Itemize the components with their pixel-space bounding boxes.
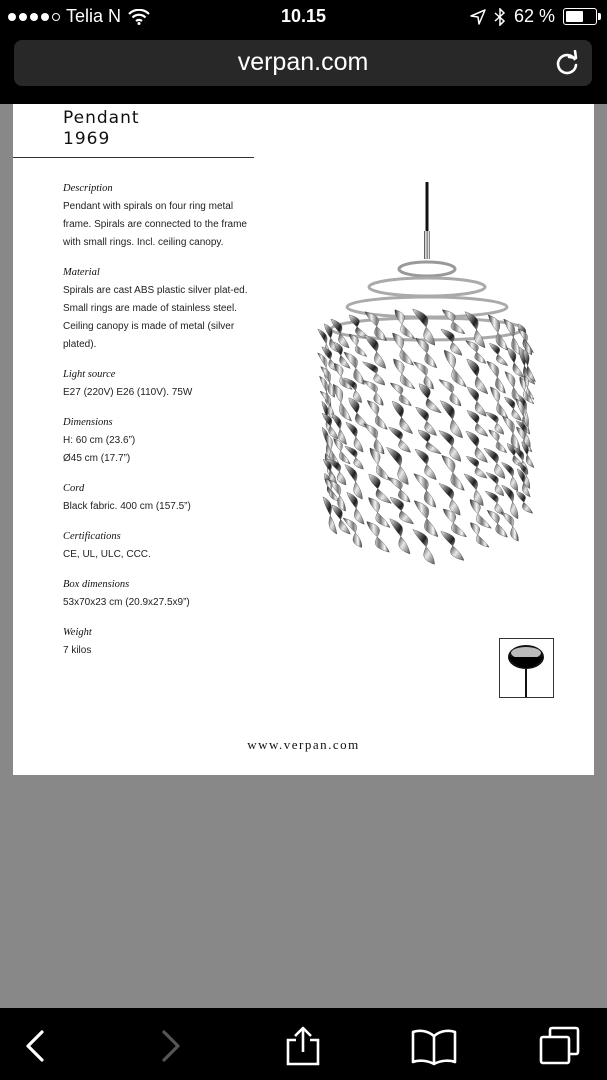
pendant-lamp-image — [307, 179, 547, 579]
ceiling-canopy-thumbnail[interactable] — [499, 638, 554, 698]
url-text[interactable]: verpan.com — [237, 48, 369, 76]
spec-label: Certifications — [63, 531, 121, 542]
spec-box-dimensions — [63, 578, 253, 612]
battery-icon — [563, 8, 597, 25]
spec-label: Light source — [63, 369, 116, 380]
status-right — [470, 6, 597, 27]
carrier-name: Telia N — [66, 6, 122, 26]
spec-value: Spirals are cast ABS plastic silver plat-ed. Small rings are made of stainless steel. Ceiling canopy is made of metal (silver plated). — [63, 285, 248, 350]
spec-light-source — [63, 368, 253, 402]
tabs-icon[interactable] — [538, 1026, 582, 1066]
spec-cord — [63, 482, 253, 516]
title-divider — [13, 157, 254, 158]
browser-chrome — [0, 34, 607, 104]
spec-value: Pendant with spirals on four ring metal frame. Spirals are connected to the frame with small rings. Incl. ceiling canopy. — [63, 201, 247, 248]
product-title — [63, 108, 140, 150]
status-bar — [0, 0, 607, 34]
share-icon[interactable] — [283, 1026, 323, 1066]
address-bar[interactable] — [14, 40, 592, 86]
spec-value: Ø45 cm (17.7”) — [63, 453, 131, 464]
location-arrow-icon — [470, 9, 486, 25]
spec-value: E27 (220V) E26 (110V). 75W — [63, 387, 193, 398]
footer-website: www.verpan.com — [247, 737, 360, 752]
back-icon[interactable] — [16, 1026, 56, 1066]
spec-label: Cord — [63, 483, 85, 494]
spec-description — [63, 182, 253, 252]
product-name: Pendant — [63, 108, 140, 128]
spec-value: 53x70x23 cm (20.9x27.5x9”) — [63, 597, 190, 608]
battery-percent: 62 % — [513, 6, 555, 26]
clock: 10.15 — [280, 6, 327, 26]
spec-value: Black fabric. 400 cm (157.5”) — [63, 501, 191, 512]
spec-label: Description — [63, 183, 113, 194]
spec-value: CE, UL, ULC, CCC. — [63, 549, 151, 560]
spec-value: 7 kilos — [63, 645, 92, 656]
spec-list — [63, 182, 253, 674]
reload-icon[interactable] — [554, 50, 580, 76]
spec-value: H: 60 cm (23.6”) — [63, 435, 136, 446]
spec-label: Box dimensions — [63, 579, 130, 590]
spec-material — [63, 266, 253, 354]
spec-label: Material — [63, 267, 100, 278]
spec-certifications — [63, 530, 253, 564]
forward-icon[interactable] — [150, 1026, 190, 1066]
spec-dimensions — [63, 416, 253, 468]
product-year: 1969 — [63, 129, 111, 149]
spec-label: Dimensions — [63, 417, 113, 428]
spec-weight — [63, 626, 253, 660]
spec-label: Weight — [63, 627, 92, 638]
product-sheet — [13, 104, 594, 775]
browser-toolbar — [0, 1008, 607, 1080]
bookmarks-icon[interactable] — [411, 1026, 457, 1066]
bluetooth-icon — [494, 8, 506, 26]
